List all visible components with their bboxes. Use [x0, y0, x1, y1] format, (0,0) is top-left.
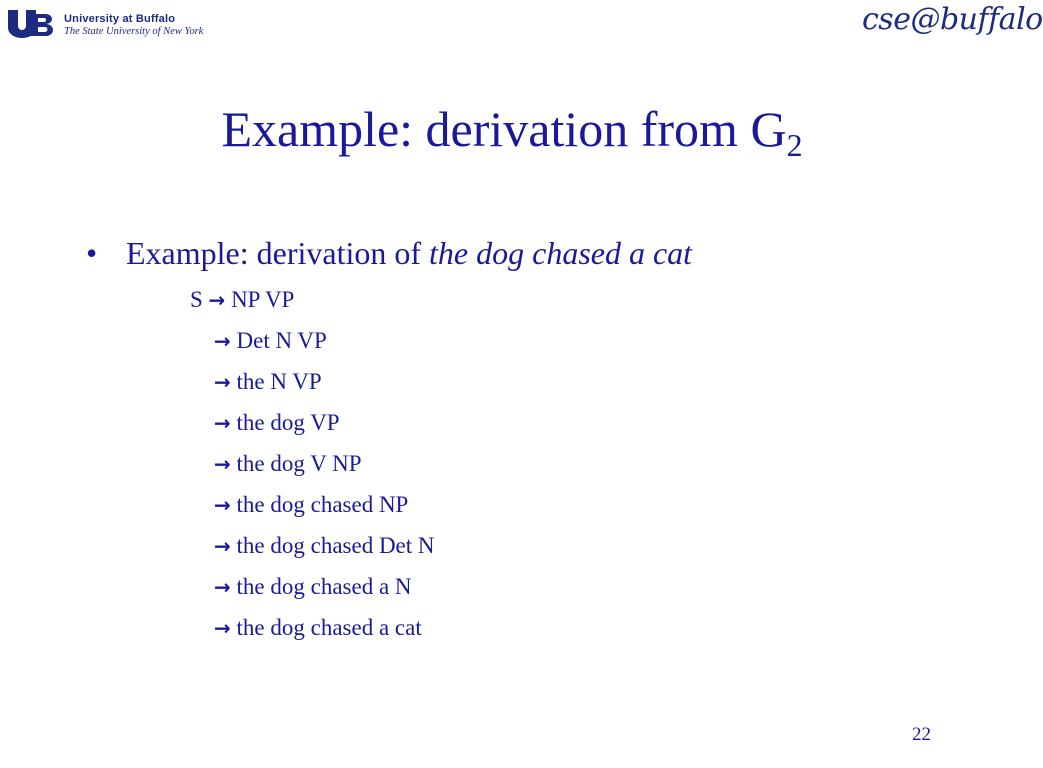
derivation-step: [214, 573, 412, 601]
page-number: 22: [912, 724, 931, 745]
bullet-prefix: Example: derivation of: [126, 235, 430, 271]
arrow-icon: →: [214, 329, 231, 353]
derivation-step-text: the dog chased a N: [236, 574, 412, 599]
arrow-icon: →: [214, 616, 231, 640]
derivation-step: [214, 491, 408, 519]
arrow-icon: →: [214, 493, 231, 517]
derivation-step-text: the dog chased a cat: [236, 615, 422, 640]
ub-logo-subtitle: The State University of New York: [64, 26, 204, 37]
arrow-icon: →: [214, 370, 231, 394]
derivation-start: [190, 286, 294, 314]
arrow-icon: →: [214, 452, 231, 476]
title-subscript: 2: [786, 127, 803, 163]
start-symbol: S: [190, 287, 203, 312]
derivation-step: [214, 327, 327, 355]
arrow-icon: →: [214, 534, 231, 558]
slide-title: [0, 101, 1024, 163]
derivation-step-text: the dog VP: [236, 410, 340, 435]
derivation-step-text: the N VP: [236, 369, 322, 394]
bullet-example-sentence: the dog chased a cat: [429, 235, 693, 271]
ub-logo: [6, 8, 206, 42]
derivation-step: [214, 614, 422, 642]
arrow-icon: →: [214, 575, 231, 599]
arrow-icon: →: [208, 288, 226, 312]
ub-monogram-icon: [6, 8, 60, 38]
derivation-step-text: Det N VP: [236, 328, 327, 353]
arrow-icon: →: [214, 411, 231, 435]
title-text: Example: derivation from G: [221, 101, 787, 157]
bullet-item: [86, 234, 692, 272]
derivation-step: [214, 532, 435, 560]
ub-logo-name: University at Buffalo: [64, 13, 176, 25]
derivation-step: [214, 450, 362, 478]
bullet-marker: •: [86, 235, 98, 271]
derivation-step-text: NP VP: [231, 287, 295, 312]
derivation-step: [214, 368, 322, 396]
derivation-step-text: the dog chased Det N: [236, 533, 435, 558]
derivation-step-text: the dog V NP: [236, 451, 362, 476]
derivation-step-text: the dog chased NP: [236, 492, 409, 517]
cse-buffalo-logo: cse@buffalo: [862, 2, 1043, 37]
derivation-step: [214, 409, 340, 437]
